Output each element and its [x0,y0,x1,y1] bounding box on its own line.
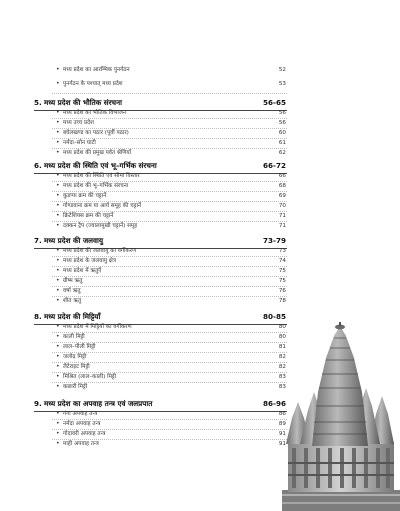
toc-entry-label: कुडप्पा क्रम की चट्टानें [63,193,107,199]
toc-entry-page: 71 [278,213,286,219]
chapter-number: 6. [34,161,42,170]
toc-entry-page: 75 [278,268,286,274]
entry-separator [52,128,287,129]
chapter-title: मध्य प्रदेश की भौतिक संरचना [44,98,122,107]
toc-entry[interactable] [0,256,400,266]
toc-entry-page: 89 [278,421,286,427]
bullet-icon: • [56,192,60,199]
toc-entry-label: मध्य उच्च प्रदेश [63,120,94,126]
toc-entry-page: 81 [278,344,286,350]
chapter-title: मध्य प्रदेश की मिट्टियाँ [44,312,101,321]
bullet-icon: • [56,277,60,284]
toc-entry-label: शीत ऋतु [63,298,82,304]
temple-illustration [282,322,400,511]
entry-separator [52,372,287,373]
toc-entry-page: 82 [278,354,286,360]
toc-entry-label: क्रिटेशियस क्रम की चट्टानें [63,213,114,219]
toc-entry-page: 68 [278,183,286,189]
entry-separator [52,256,287,257]
entry-separator [52,211,287,212]
chapter-page-range: 86-96 [263,399,286,408]
toc-entry-label: पुनर्गठन के पश्चात् मध्य प्रदेश [63,81,123,87]
bullet-icon: • [56,172,60,179]
bullet-icon: • [56,182,60,189]
toc-entry[interactable] [0,148,400,158]
toc-entry-label: कछारी मिट्टी [63,384,88,390]
toc-entry-label: लैटेराइट मिट्टी [63,364,90,370]
toc-entry-label: गंगा अपवाह तन्त्र [63,411,98,417]
entry-separator [52,191,287,192]
toc-entry-label: जलोढ़ मिट्टी [63,354,87,360]
bullet-icon: • [56,149,60,156]
entry-separator [52,181,287,182]
toc-entry-page: 62 [278,150,286,156]
toc-entry-page: 83 [278,374,286,380]
chapter-page-range: 56-65 [263,98,286,107]
bullet-icon: • [56,440,60,447]
entry-separator [52,352,287,353]
bullet-icon: • [56,80,60,87]
entry-separator [52,93,287,94]
chapter-number: 9. [34,399,42,408]
toc-entry-label: दक्कन ट्रैप (ज्वालामुखी चट्टानें) समूह [63,223,138,229]
toc-entry[interactable] [0,201,400,211]
bullet-icon: • [56,333,60,340]
toc-entry-label: मध्य प्रदेश में ऋतुएँ [63,268,102,274]
toc-entry-label: मिश्रित (लाल–काली) मिट्टी [63,374,117,380]
entry-separator [52,286,287,287]
toc-entry[interactable] [0,286,400,296]
bullet-icon: • [56,247,60,254]
toc-entry[interactable] [0,138,400,148]
toc-entry-page: 56 [278,110,286,116]
entry-separator [52,439,287,440]
bullet-icon: • [56,212,60,219]
toc-entry-label: ग्रीष्म ऋतु [63,278,83,284]
toc-entry[interactable] [0,118,400,128]
toc-entry-page: 70 [278,203,286,209]
bullet-icon: • [56,267,60,274]
entry-separator [52,276,287,277]
toc-entry[interactable] [0,266,400,276]
entry-separator [52,138,287,139]
toc-entry-page: 78 [278,298,286,304]
entry-separator [52,296,287,297]
toc-entry-page: 52 [278,67,286,73]
bullet-icon: • [56,343,60,350]
entry-separator [52,362,287,363]
chapter-number: 8. [34,312,42,321]
entry-separator [52,342,287,343]
entry-separator [52,332,287,333]
bullet-icon: • [56,139,60,146]
bullet-icon: • [56,323,60,330]
toc-entry-page: 80 [278,324,286,330]
entry-separator [52,429,287,430]
entry-separator [52,118,287,119]
toc-entry-page: 76 [278,288,286,294]
toc-entry-page: 71 [278,223,286,229]
bullet-icon: • [56,222,60,229]
toc-entry-label: मध्य प्रदेश का भौतिक विभाजन [63,110,127,116]
toc-entry-label: गोदावरी अपवाह तन्त्र [63,431,106,437]
bullet-icon: • [56,129,60,136]
chapter-number: 7. [34,236,42,245]
bullet-icon: • [56,257,60,264]
toc-entry[interactable] [0,181,400,191]
toc-entry-label: बघेलखण्ड का पठार (पूर्वी पठार) [63,130,129,136]
toc-entry[interactable] [0,221,400,231]
toc-entry-label: मध्य प्रदेश की जलवायु का वर्गीकरण [63,248,137,254]
toc-entry-page: 83 [278,384,286,390]
toc-entry-page: 61 [278,140,286,146]
entry-separator [52,419,287,420]
toc-entry-page: 56 [278,120,286,126]
toc-entry-page: 53 [278,81,286,87]
chapter-number: 5. [34,98,42,107]
toc-entry[interactable] [0,191,400,201]
toc-entry-page: 74 [278,258,286,264]
toc-entry-page: 91 [278,441,286,447]
chapter-title: मध्य प्रदेश की स्थिति एवं भू–गर्भिक संरचना [44,161,157,170]
bullet-icon: • [56,420,60,427]
toc-entry-page: 69 [278,193,286,199]
toc-entry-page: 82 [278,364,286,370]
toc-entry-label: मध्य प्रदेश की स्थिति एवं सीमा विस्तार [63,173,140,179]
entry-separator [52,201,287,202]
toc-entry[interactable] [0,108,400,118]
toc-entry-page: 91 [278,431,286,437]
bullet-icon: • [56,373,60,380]
toc-entry-page: 66 [278,173,286,179]
chapter-title: मध्य प्रदेश का अपवाह तन्त्र एवं जलप्रपात [44,399,153,408]
toc-entry-label: मध्य प्रदेश की भू–गर्भिक संरचना [63,183,129,189]
toc-entry-label: मध्य प्रदेश में मिट्टियों का वर्गीकरण [63,324,132,330]
toc-entry-page: 86 [278,411,286,417]
toc-entry-label: काली मिट्टी [63,334,85,340]
toc-entry-label: मध्य प्रदेश के जलवायु क्षेत्र [63,258,116,264]
bullet-icon: • [56,202,60,209]
chapter-page-range: 66-72 [263,161,286,170]
bullet-icon: • [56,297,60,304]
toc-entry[interactable] [0,246,400,256]
toc-entry-label: गोण्डवाना क्रम या आर्य समूह की चट्टानें [63,203,142,209]
toc-entry-label: माही अपवाह तन्त्र [63,441,99,447]
toc-entry-page: 80 [278,334,286,340]
bullet-icon: • [56,410,60,417]
toc-entry-label: नर्मदा अपवाह तन्त्र [63,421,101,427]
chapter-title: मध्य प्रदेश की जलवायु [44,236,104,245]
toc-entry[interactable] [0,211,400,221]
toc-entry[interactable] [0,276,400,286]
entry-separator [52,266,287,267]
chapter-page-range: 80-85 [263,312,286,321]
toc-entry[interactable] [0,79,400,89]
toc-entry[interactable] [0,296,400,306]
bullet-icon: • [56,119,60,126]
bullet-icon: • [56,66,60,73]
bullet-icon: • [56,287,60,294]
toc-entry-label: नर्मदा–सोन घाटी [63,140,96,146]
toc-entry-page: 75 [278,278,286,284]
bullet-icon: • [56,430,60,437]
toc-entry[interactable] [0,65,400,75]
entry-separator [52,382,287,383]
toc-entry[interactable] [0,171,400,181]
toc-entry-label: मध्य प्रदेश की प्रमुख पर्वत श्रेणियाँ [63,150,132,156]
toc-entry-label: मध्य प्रदेश का आरम्भिक पुनर्गठन [63,67,130,73]
bullet-icon: • [56,109,60,116]
toc-entry-label: लाल–पीली मिट्टी [63,344,96,350]
entry-separator [52,221,287,222]
bullet-icon: • [56,353,60,360]
toc-entry-label: वर्षा ऋतु [63,288,81,294]
bullet-icon: • [56,363,60,370]
toc-entry-page: 73 [278,248,286,254]
bullet-icon: • [56,383,60,390]
toc-entry[interactable] [0,128,400,138]
entry-separator [52,148,287,149]
chapter-page-range: 73-79 [263,236,286,245]
toc-entry-page: 60 [278,130,286,136]
